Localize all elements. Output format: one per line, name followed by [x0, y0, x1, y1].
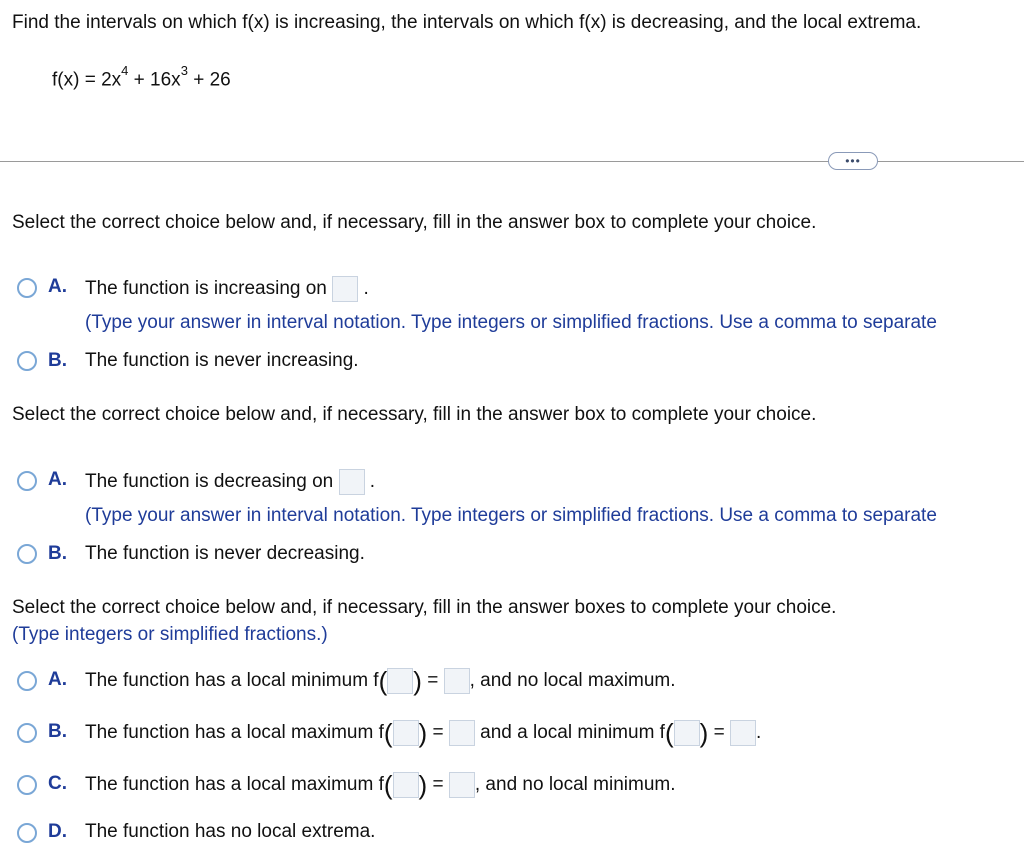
part2-a-hint: (Type your answer in interval notation. Type integers or simplified fractions. Use a comma to separate: [85, 505, 937, 526]
rparen: ): [699, 718, 709, 748]
function-expression: [52, 63, 231, 91]
lparen: (: [383, 770, 393, 800]
lparen: (: [383, 718, 393, 748]
part1-radio-a[interactable]: [17, 278, 37, 298]
equals-sign: =: [427, 670, 439, 691]
part1-a-end: .: [363, 278, 369, 299]
lparen: (: [664, 718, 674, 748]
function-prefix: f(x) = 2x: [52, 69, 122, 91]
part2-radio-a[interactable]: [17, 471, 37, 491]
local-max-x-input[interactable]: [393, 720, 419, 746]
part2-b-text: The function is never decreasing.: [85, 543, 365, 564]
part1-radio-b[interactable]: [17, 351, 37, 371]
part2-radio-b[interactable]: [17, 544, 37, 564]
equals-sign: =: [432, 722, 444, 743]
part3-letter-c: C.: [48, 773, 67, 794]
part3-d-text: The function has no local extrema.: [85, 821, 376, 842]
part3-radio-b[interactable]: [17, 723, 37, 743]
part3-b-text: The function has a local maximum f: [85, 722, 384, 743]
part3-b-end: .: [755, 722, 762, 743]
part3-c-tail: , and no local minimum.: [474, 774, 676, 795]
part2-a-end: .: [369, 471, 376, 492]
part3-letter-b: B.: [48, 721, 67, 742]
function-suffix: + 26: [187, 69, 231, 91]
part3-radio-a[interactable]: [17, 671, 37, 691]
part3-letter-d: D.: [48, 821, 67, 842]
part2-instruction: Select the correct choice below and, if necessary, fill in the answer box to complete your choice.: [12, 404, 817, 425]
rparen: ): [418, 718, 428, 748]
exponent-3: 3: [180, 63, 188, 78]
part2-a-text: The function is decreasing on: [85, 471, 334, 492]
part3-choice-b: [85, 720, 761, 746]
local-min-value-input-b[interactable]: [730, 720, 756, 746]
part3-radio-c[interactable]: [17, 775, 37, 795]
more-button[interactable]: •••: [828, 152, 878, 170]
part1-a-hint: (Type your answer in interval notation. Type integers or simplified fractions. Use a comma to separate: [85, 312, 937, 333]
local-max-value-input-c[interactable]: [449, 772, 475, 798]
function-mid: + 16x: [128, 69, 181, 91]
exponent-4: 4: [121, 63, 129, 78]
part3-choice-c: [85, 772, 676, 798]
rparen: ): [413, 666, 422, 696]
part2-choice-a: [85, 469, 375, 495]
rparen: ): [418, 770, 428, 800]
part2-letter-b: B.: [48, 543, 67, 564]
part3-b-mid: and a local minimum f: [480, 722, 665, 743]
part1-letter-a: A.: [48, 276, 67, 297]
local-max-x-input-c[interactable]: [393, 772, 419, 798]
increasing-interval-input[interactable]: [332, 276, 358, 302]
part1-b-text: The function is never increasing.: [85, 350, 359, 371]
local-min-x-input-b[interactable]: [674, 720, 700, 746]
part1-letter-b: B.: [48, 350, 67, 371]
part3-hint: (Type integers or simplified fractions.): [12, 624, 328, 645]
equals-sign: =: [432, 774, 444, 795]
part3-choice-a: [85, 668, 676, 694]
part1-a-text: The function is increasing on: [85, 278, 327, 299]
local-min-x-input[interactable]: [387, 668, 413, 694]
part3-radio-d[interactable]: [17, 823, 37, 843]
local-max-value-input[interactable]: [449, 720, 475, 746]
part1-choice-a: [85, 276, 369, 302]
part1-instruction: Select the correct choice below and, if necessary, fill in the answer box to complete your choice.: [12, 212, 817, 233]
part3-instruction: Select the correct choice below and, if necessary, fill in the answer boxes to complete your choice.: [12, 597, 837, 618]
lparen: (: [378, 666, 388, 696]
equals-sign: =: [713, 722, 725, 743]
part3-a-tail: , and no local maximum.: [469, 670, 676, 691]
question-prompt: Find the intervals on which f(x) is increasing, the intervals on which f(x) is decreasing, and the local extrema.: [12, 12, 922, 33]
part3-letter-a: A.: [48, 669, 67, 690]
part3-a-text: The function has a local minimum f: [85, 670, 379, 691]
decreasing-interval-input[interactable]: [339, 469, 365, 495]
part3-c-text: The function has a local maximum f: [85, 774, 384, 795]
local-min-value-input[interactable]: [444, 668, 470, 694]
part2-letter-a: A.: [48, 469, 67, 490]
